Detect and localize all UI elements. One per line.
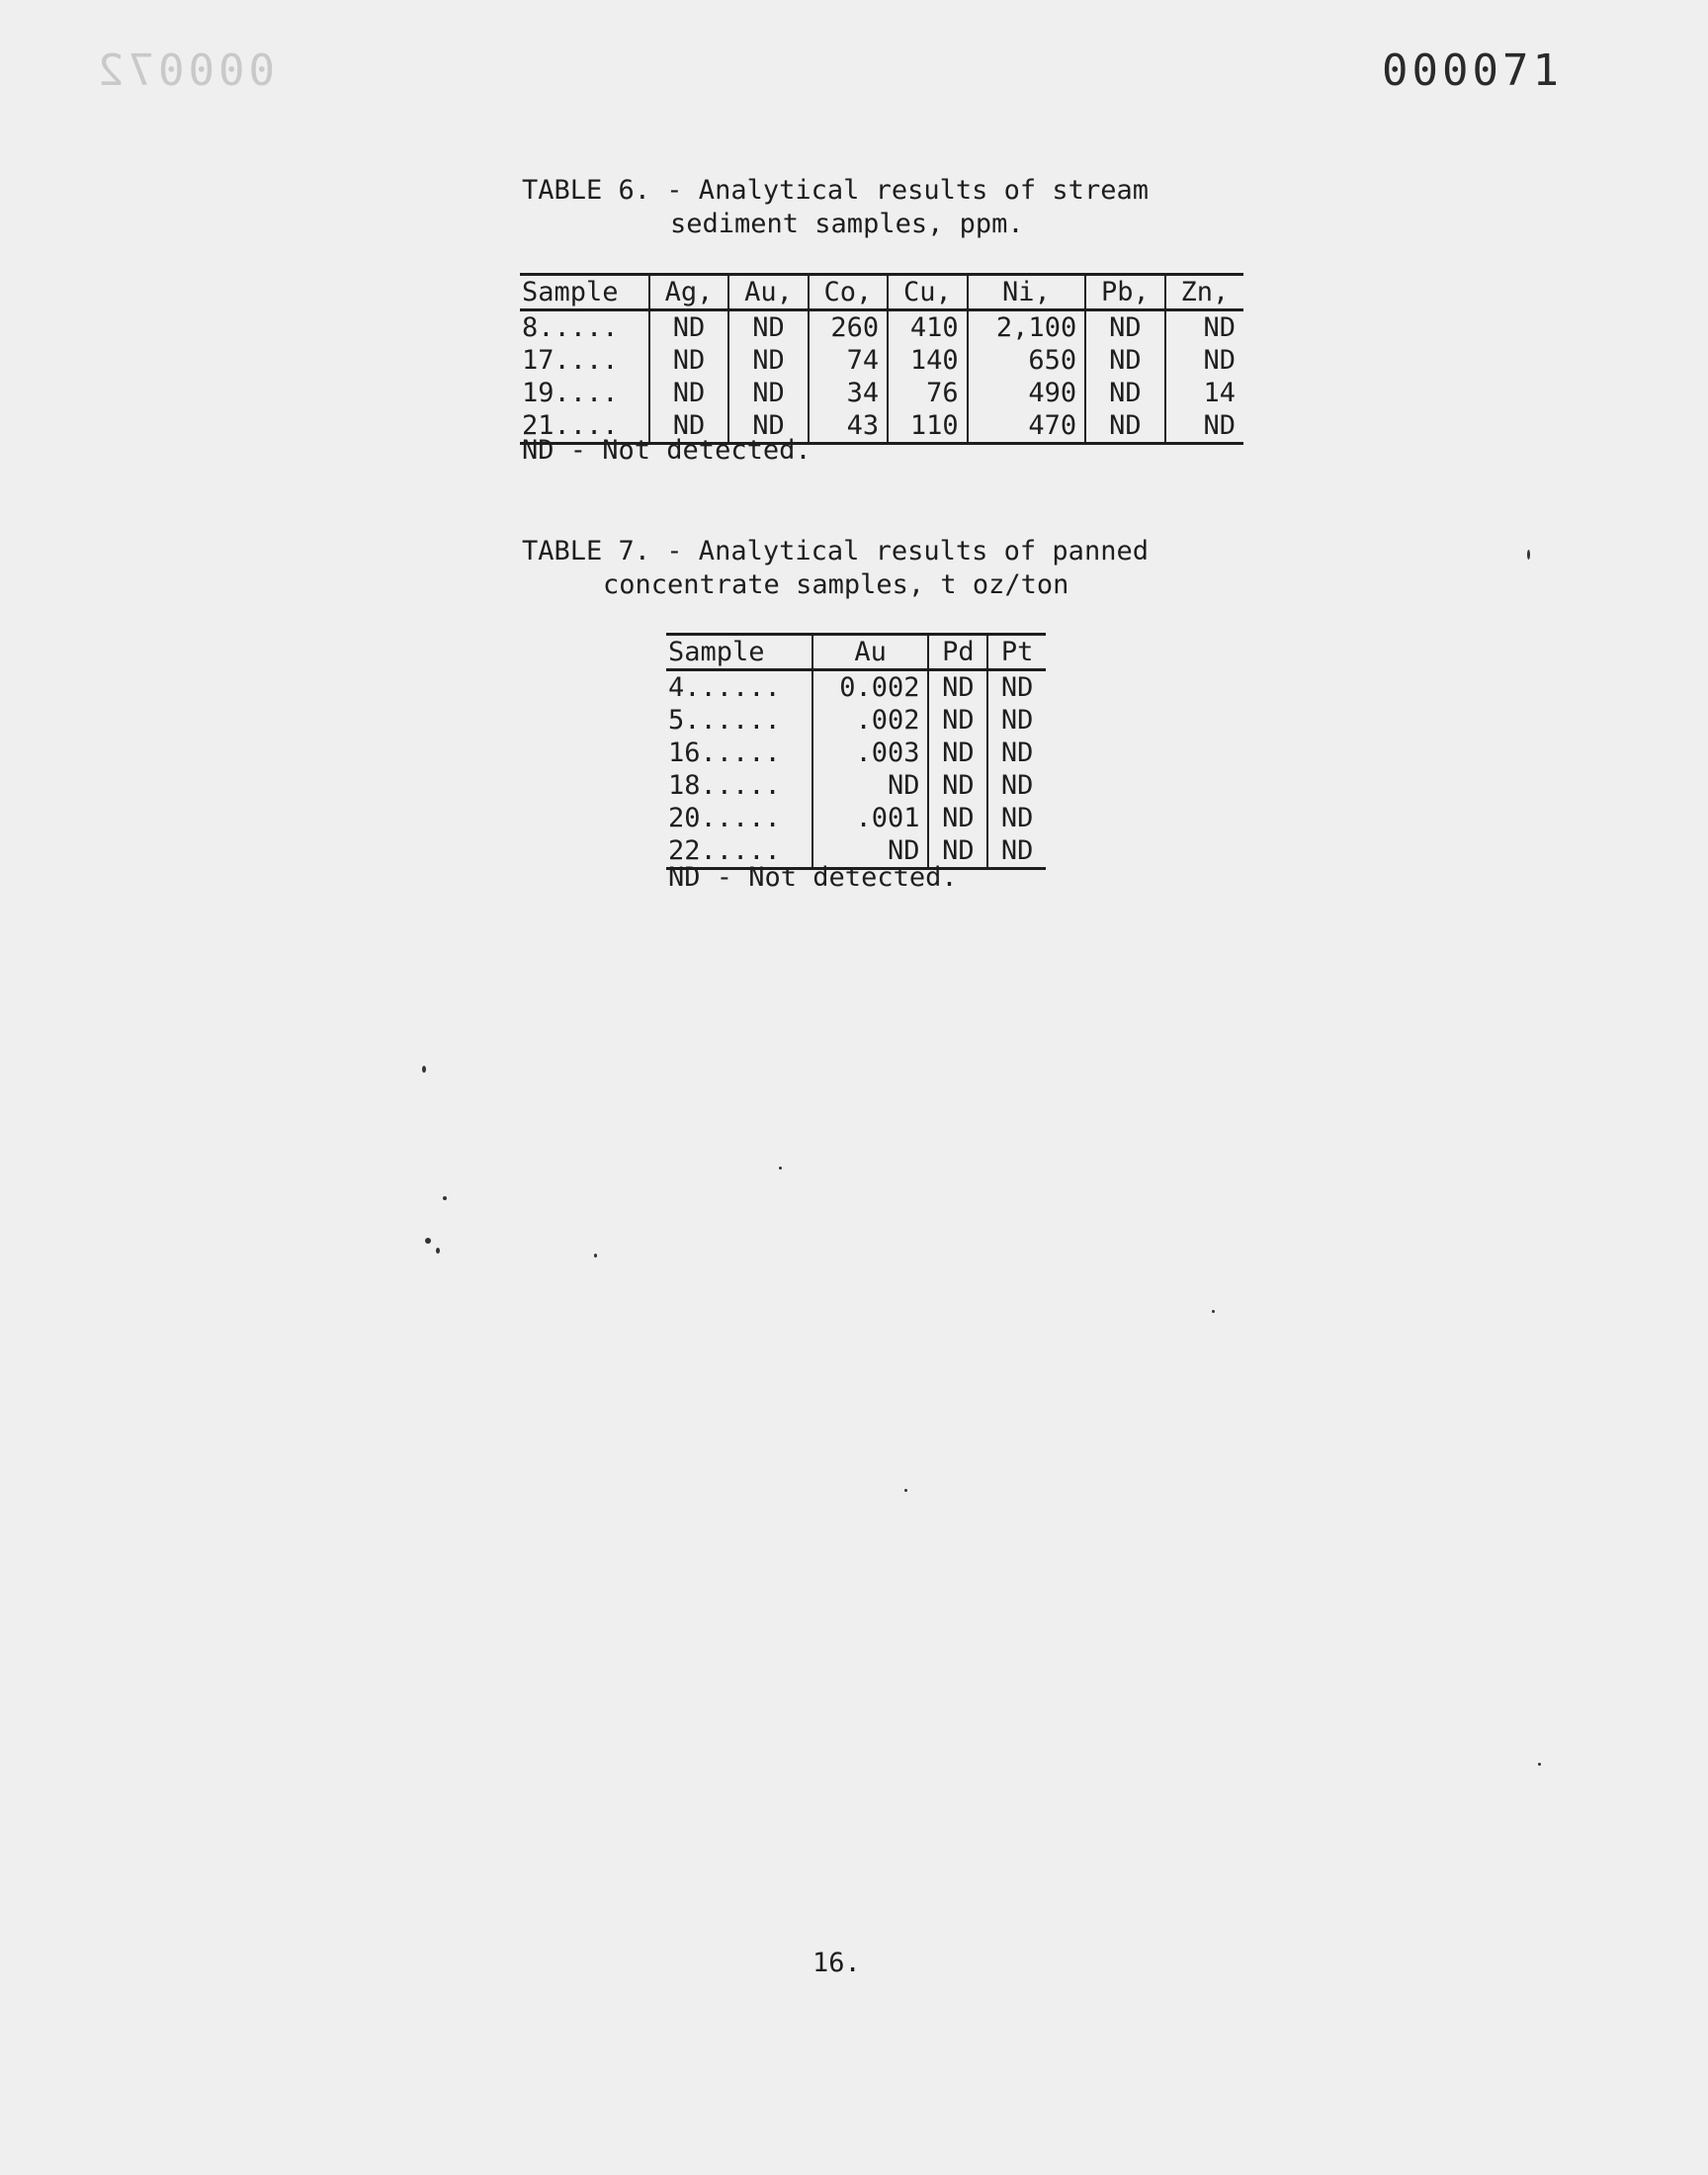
table6-cell: ND <box>728 344 808 377</box>
table7-cell: 0.002 <box>812 670 929 705</box>
table6-cell: ND <box>649 310 728 345</box>
table7-cell: ND <box>987 769 1046 802</box>
table6-cell: ND <box>1085 310 1164 345</box>
table6-caption-line2: sediment samples, ppm. <box>670 209 1024 239</box>
table-row <box>666 670 1046 705</box>
scan-speck <box>904 1489 907 1492</box>
table-row <box>666 737 1046 769</box>
table-row <box>666 704 1046 737</box>
table7-caption-line2: concentrate samples, t oz/ton <box>603 569 1069 600</box>
table7-header-au: Au <box>812 635 929 670</box>
table7-header-sample: Sample <box>666 635 812 670</box>
table6-cell: 470 <box>968 409 1086 444</box>
page-stamp-number: 000071 <box>1382 45 1563 96</box>
table6-cell: ND <box>728 310 808 345</box>
scan-speck <box>594 1254 597 1258</box>
table7-caption-line1: TABLE 7. - Analytical results of panned <box>522 536 1149 566</box>
table7-cell: 18..... <box>668 770 781 801</box>
scan-speck <box>1212 1310 1215 1313</box>
table7-cell: ND <box>987 802 1046 834</box>
table6-cell: ND <box>1085 344 1164 377</box>
table7-cell: 20..... <box>668 803 781 833</box>
page-number: 16. <box>812 1948 861 1978</box>
table6-cell: 19.... <box>522 378 619 408</box>
table7-cell: 4...... <box>668 672 781 703</box>
table6-cell: 490 <box>968 377 1086 409</box>
table7-cell: .003 <box>812 737 929 769</box>
table6-cell: ND <box>649 344 728 377</box>
table6-cell: ND <box>649 377 728 409</box>
table7-header-pd: Pd <box>928 635 987 670</box>
table7-cell: .001 <box>812 802 929 834</box>
table6-cell: ND <box>649 409 728 444</box>
table7-cell: ND <box>928 704 987 737</box>
table6-cell: 2,100 <box>968 310 1086 345</box>
table7-cell: ND <box>987 834 1046 869</box>
scan-speck <box>422 1066 426 1073</box>
table6-cell: ND <box>1165 344 1243 377</box>
table7-cell: 22..... <box>666 834 812 869</box>
table7 <box>666 633 1046 870</box>
table7-cell: 16..... <box>668 738 781 768</box>
table7-cell: ND <box>928 769 987 802</box>
table6-header-ag: Ag, <box>649 275 728 310</box>
table6-cell: 110 <box>888 409 967 444</box>
table6-header-au: Au, <box>728 275 808 310</box>
table7-cell: ND <box>987 670 1046 705</box>
table7-header-row <box>666 635 1046 670</box>
table6-cell: ND <box>728 409 808 444</box>
table7-cell: ND <box>928 802 987 834</box>
table7-footnote: ND - Not detected. <box>668 862 958 893</box>
table7-header-pt: Pt <box>987 635 1046 670</box>
table-row <box>666 769 1046 802</box>
table-row <box>520 377 1243 409</box>
table6-footnote: ND - Not detected. <box>522 435 811 466</box>
scan-speck <box>425 1238 431 1244</box>
table6-cell: 260 <box>809 310 888 345</box>
table7-cell: ND <box>928 834 987 869</box>
table7-cell: ND <box>812 769 929 802</box>
table6-cell: 43 <box>809 409 888 444</box>
table6 <box>520 273 1243 445</box>
table6-header-cu: Cu, <box>888 275 967 310</box>
table6-cell: 17.... <box>522 345 619 376</box>
table7-cell: ND <box>928 670 987 705</box>
table6-cell: ND <box>1165 409 1243 444</box>
table6-cell: 34 <box>809 377 888 409</box>
scan-speck <box>436 1248 440 1254</box>
table6-cell: 650 <box>968 344 1086 377</box>
table6-cell: 76 <box>888 377 967 409</box>
scan-speck <box>443 1196 447 1200</box>
table6-cell: ND <box>1085 377 1164 409</box>
table6-cell: 21.... <box>520 409 649 444</box>
scan-speck <box>1527 550 1530 560</box>
table6-cell: ND <box>1085 409 1164 444</box>
table7-cell: ND <box>928 737 987 769</box>
table6-cell: 74 <box>809 344 888 377</box>
scan-speck <box>1538 1763 1541 1766</box>
table7-cell: ND <box>987 737 1046 769</box>
table6-cell: 140 <box>888 344 967 377</box>
table6-header-sample: Sample <box>520 275 649 310</box>
table7-cell: .002 <box>812 704 929 737</box>
table6-header-zn: Zn, <box>1165 275 1243 310</box>
bleed-through-stamp: 000072 <box>94 45 275 96</box>
table6-header-co: Co, <box>809 275 888 310</box>
scan-speck <box>779 1167 782 1170</box>
table-row <box>520 310 1243 345</box>
table6-header-row <box>520 275 1243 310</box>
table6-cell: 410 <box>888 310 967 345</box>
table7-cell: ND <box>987 704 1046 737</box>
table6-cell: 8..... <box>522 312 619 343</box>
table7-cell: 5...... <box>668 705 781 736</box>
table6-cell: ND <box>1165 310 1243 345</box>
table7-cell: ND <box>812 834 929 869</box>
table6-header-pb: Pb, <box>1085 275 1164 310</box>
table-row <box>666 802 1046 834</box>
table6-header-ni: Ni, <box>968 275 1086 310</box>
table-row <box>520 344 1243 377</box>
table6-caption-line1: TABLE 6. - Analytical results of stream <box>522 175 1149 206</box>
table6-cell: 14 <box>1165 377 1243 409</box>
table6-cell: ND <box>728 377 808 409</box>
